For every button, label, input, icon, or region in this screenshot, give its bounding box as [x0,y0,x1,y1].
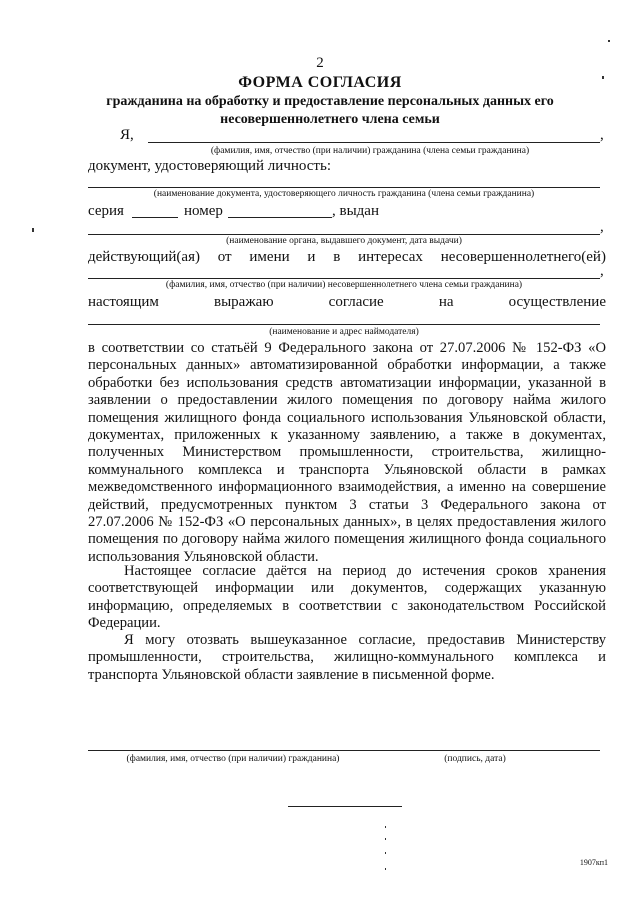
consent-paragraph-3: Я могу отозвать вышеуказанное согласие, предоставив Министерству промышленности, строительства, жилищно-коммунального комплекса и транспорта Ульяновской области заявление в письменной форме. [88,632,606,683]
acting-on-behalf-line [88,249,606,266]
landlord-field[interactable] [88,324,600,325]
form-subtitle: гражданина на обработку и предоставление персональных данных его несовершеннолетнего члена семьи [106,94,554,127]
acting-line-word: от [217,249,232,265]
scan-speck [385,826,386,828]
series-field[interactable] [132,217,178,218]
id-document-field[interactable] [88,187,600,188]
acting-line-word: действующий(ая) [88,249,200,265]
consent-line-word: выражаю [214,294,274,310]
document-label: документ, удостоверяющий личность: [88,158,331,174]
form-title: ФОРМА СОГЛАСИЯ [238,74,402,91]
scan-speck [32,228,34,232]
line3-comma: , [600,219,604,235]
signature-date-caption: (подпись, дата) [444,754,506,764]
issued-label: , выдан [332,203,379,219]
acting-line-word: имени [249,249,290,265]
scan-speck [385,838,386,840]
landlord-caption: (наименование и адрес наймодателя) [269,327,419,337]
full-name-field[interactable] [148,142,600,143]
document-code: 1907кп1 [579,858,608,867]
signature-line[interactable] [88,750,600,751]
page-number: 2 [316,55,324,71]
separator-line [288,806,402,807]
id-document-caption: (наименование документа, удостоверяющего личность гражданина (члена семьи гражданина) [153,189,535,199]
issuing-authority-field[interactable] [88,234,600,235]
minor-name-field[interactable] [88,278,600,279]
acting-line-word: несовершеннолетнего(ей) [440,249,606,265]
acting-line-word: интересах [358,249,423,265]
series-label: серия [88,203,124,219]
consent-line-word: настоящим [88,294,159,310]
scan-speck [385,868,386,870]
minor-name-caption: (фамилия, имя, отчество (при наличии) несовершеннолетнего члена семьи гражданина) [165,280,523,290]
consent-paragraph-1: в соответствии со статьёй 9 Федерального закона от 27.07.2006 № 152-ФЗ «О персональных данных» автоматизированной обработки информации, а также обработки без использования средств автоматизации информации, указанной в заявлении о предоставлении жилого помещения по договору найма жилого помещения жилищного фонда социального использования Ульяновской области, документах, приложенных к указанному заявлению, а также в документах, полученных Министерством промышленности, строительства, жилищно-коммунального комплекса и транспорта Ульяновской области в рамках межведомственного информационного взаимодействия, а именно на совершение действий, предусмотренных пунктом 3 статьи 3 Федерального закона от 27.07.2006 № 152-ФЗ «О персональных данных», в целях предоставления жилого помещения по договору найма жилого помещения жилищного фонда социального использования Ульяновской области. [88,340,606,565]
consent-line-word: согласие [328,294,384,310]
line4-comma: , [600,263,604,279]
number-field[interactable] [228,217,332,218]
consent-line [88,294,606,311]
number-label: номер [184,203,223,219]
consent-line-word: осуществление [508,294,606,310]
consent-paragraph-2: Настоящее согласие даётся на период до истечения сроков хранения соответствующей информации или документов, содержащих указанную информацию, определяемых в соответствии с законодательством Российской Федерации. [88,563,606,632]
signature-name-caption: (фамилия, имя, отчество (при наличии) гражданина) [126,754,340,764]
line1-comma: , [600,127,604,143]
scan-speck [385,852,386,854]
consent-line-word: на [438,294,454,310]
full-name-caption: (фамилия, имя, отчество (при наличии) гражданина (члена семьи гражданина) [210,146,530,156]
scan-speck [602,76,604,79]
issuing-authority-caption: (наименование органа, выдавшего документ, дата выдачи) [226,236,462,246]
scan-speck [608,40,610,42]
acting-line-word: и [307,249,316,265]
acting-line-word: в [333,249,341,265]
ya-label: Я, [120,127,134,143]
